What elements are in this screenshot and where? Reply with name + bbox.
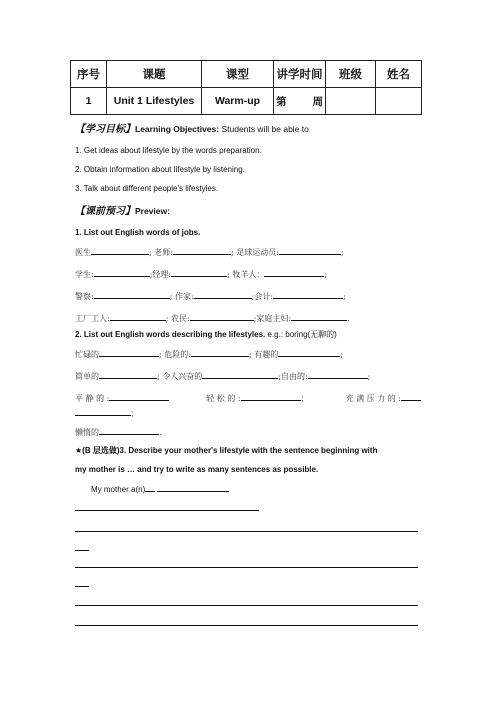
task2-instruction [75, 329, 421, 340]
job-accountant-blank[interactable] [273, 289, 343, 299]
sep: . [159, 428, 162, 437]
header-name: 姓名 [376, 61, 422, 88]
adj-simple-blank[interactable] [99, 369, 157, 379]
adj-busy-blank[interactable] [99, 347, 159, 357]
task1-instruction: 1. List out English words of jobs. [75, 228, 201, 237]
job-athlete-blank[interactable] [279, 245, 341, 255]
job-police-label: 警察: [75, 292, 94, 301]
objective-item-3: 3. Talk about different people's lifestyles. [75, 184, 219, 193]
sep: ; [367, 372, 371, 381]
sep: ； [300, 394, 309, 403]
task3-instruction-line2: my mother is … and try to write as many sentences as possible. [75, 465, 319, 474]
cell-topic: Unit 1 Lifestyles [107, 88, 202, 115]
sep: ; [149, 248, 152, 257]
preview-bracket: 【课前预习】 [75, 206, 135, 217]
writing-line-3[interactable] [75, 567, 418, 568]
adj-free-label: 自由的: [280, 372, 308, 381]
adjs-row-3-cont [75, 406, 421, 419]
task3-instruction-line1: ★(B 层选做)3. Describe your mother's lifestyle with the sentence beginning with [75, 446, 378, 455]
job-shepherd-blank[interactable] [264, 267, 324, 277]
sep: ; [169, 292, 173, 301]
sep: ; [253, 314, 257, 323]
sep: ; [324, 270, 328, 279]
sep: ; [343, 292, 346, 301]
job-doctor-blank[interactable] [91, 245, 149, 255]
adj-stressful [346, 391, 421, 404]
adj-quiet-blank[interactable] [109, 391, 169, 401]
job-student-blank[interactable] [94, 267, 150, 277]
objectives-bracket: 【学习目标】 [75, 124, 135, 135]
sep: ; [278, 372, 281, 381]
header-type: 课型 [202, 61, 274, 88]
adj-free-blank[interactable] [308, 369, 368, 379]
adj-quiet-label: 平 静 的 : [75, 394, 110, 403]
job-police-blank[interactable] [94, 289, 170, 299]
sep: ; [340, 350, 343, 359]
writing-line-4[interactable] [75, 605, 418, 606]
job-worker-label: 工厂工人: [75, 314, 110, 323]
job-teacher-label: 老师: [154, 248, 173, 257]
adjs-row-4 [75, 425, 421, 438]
adjs-row-3 [75, 391, 421, 404]
jobs-row-4 [75, 311, 421, 324]
sep: ; [230, 248, 234, 257]
table-row [71, 88, 422, 115]
job-manager-blank[interactable] [171, 267, 227, 277]
job-accountant-label: 会计: [254, 292, 274, 301]
adjs-row-1 [75, 347, 421, 360]
mother-article-blank[interactable] [145, 482, 155, 492]
time-week-prefix: 第 [276, 95, 287, 108]
cell-type: Warm-up [202, 88, 274, 115]
job-manager-label: 经理: [152, 270, 172, 279]
writing-line-2[interactable] [75, 531, 418, 532]
sep: ; [131, 409, 134, 418]
header-class: 班级 [326, 61, 376, 88]
cell-name[interactable] [376, 88, 422, 115]
job-writer-blank[interactable] [194, 289, 252, 299]
mother-prefix: My mother a(n) [91, 485, 146, 494]
adj-exciting-label: 令人兴奋的 [162, 372, 203, 381]
job-doctor-label: 医生 [75, 248, 91, 257]
sep: ; [248, 350, 252, 359]
sep: . [347, 314, 350, 323]
job-teacher-blank[interactable] [173, 245, 231, 255]
time-week-suffix: 周 [312, 95, 323, 108]
writing-line-3-cont[interactable] [75, 586, 89, 587]
adj-interesting-label: 有趣的 [254, 350, 279, 359]
adj-relaxed-label: 轻 松 的 : [206, 394, 241, 403]
job-housewife-blank[interactable] [291, 311, 347, 321]
preview-heading [75, 206, 421, 217]
table-header-row [71, 61, 422, 88]
mother-sentence-blank[interactable] [157, 482, 229, 492]
mother-sentence [91, 482, 437, 495]
writing-line-1[interactable] [75, 510, 259, 511]
cell-number: 1 [71, 88, 107, 115]
adj-dangerous-blank[interactable] [191, 347, 249, 357]
adj-stressful-blank[interactable] [401, 391, 421, 401]
lesson-info-table [70, 60, 422, 115]
objectives-intro: Students will be able to [219, 124, 309, 134]
writing-line-2-cont[interactable] [75, 550, 89, 551]
job-farmer-label: 农民: [170, 314, 190, 323]
sep: ; [165, 314, 169, 323]
sep: ; [159, 350, 162, 359]
adj-lazy-blank[interactable] [99, 425, 159, 435]
adj-simple-label: 简单的 [75, 372, 99, 381]
objective-item-2: 2. Obtain information about lifestyle by listening. [75, 165, 245, 174]
adjs-row-2 [75, 369, 421, 382]
adj-exciting-blank[interactable] [202, 369, 278, 379]
job-student-label: 学生: [75, 270, 94, 279]
header-time: 讲学时间 [274, 61, 326, 88]
adj-relaxed-blank[interactable] [241, 391, 301, 401]
adj-relaxed [206, 391, 308, 404]
objective-item-1: 1. Get ideas about lifestyle by the words preparation. [75, 146, 262, 155]
adj-interesting-blank[interactable] [278, 347, 340, 357]
sep: ; [157, 372, 160, 381]
task2-example: e.g.: boring(无聊的) [265, 330, 337, 339]
job-athlete-label: 足球运动员: [236, 248, 279, 257]
adj-stressful-label: 充 满 压 力 的 : [345, 394, 401, 403]
job-worker-blank[interactable] [110, 311, 166, 321]
jobs-row-1 [75, 245, 421, 258]
job-writer-label: 作家: [174, 292, 194, 301]
job-farmer-blank[interactable] [190, 311, 254, 321]
sep: ; [340, 248, 344, 257]
sep: ; [251, 292, 255, 301]
task2-main: 2. List out English words describing the lifestyles. [75, 330, 266, 339]
sep: ; [227, 270, 230, 279]
job-shepherd-label: 牧羊人： [232, 270, 265, 279]
cell-class[interactable] [326, 88, 376, 115]
header-number: 序号 [71, 61, 107, 88]
objectives-title: Learning Objectives: [135, 124, 220, 134]
job-housewife-label: 家庭主妇: [256, 314, 292, 323]
preview-title: Preview: [135, 206, 170, 216]
adj-stressful-blank-cont[interactable] [75, 406, 134, 418]
adj-quiet [75, 391, 169, 404]
adj-busy-label: 忙碌的 [75, 350, 99, 359]
jobs-row-3 [75, 289, 421, 302]
header-topic: 课题 [107, 61, 202, 88]
sep: ; [149, 270, 153, 279]
cell-time[interactable] [274, 88, 326, 115]
adj-dangerous-label: 危险的: [164, 350, 191, 359]
jobs-row-2 [75, 267, 421, 280]
writing-line-5[interactable] [75, 625, 418, 626]
objectives-heading [75, 124, 421, 135]
adj-lazy-label: 懒惰的 [75, 428, 99, 437]
